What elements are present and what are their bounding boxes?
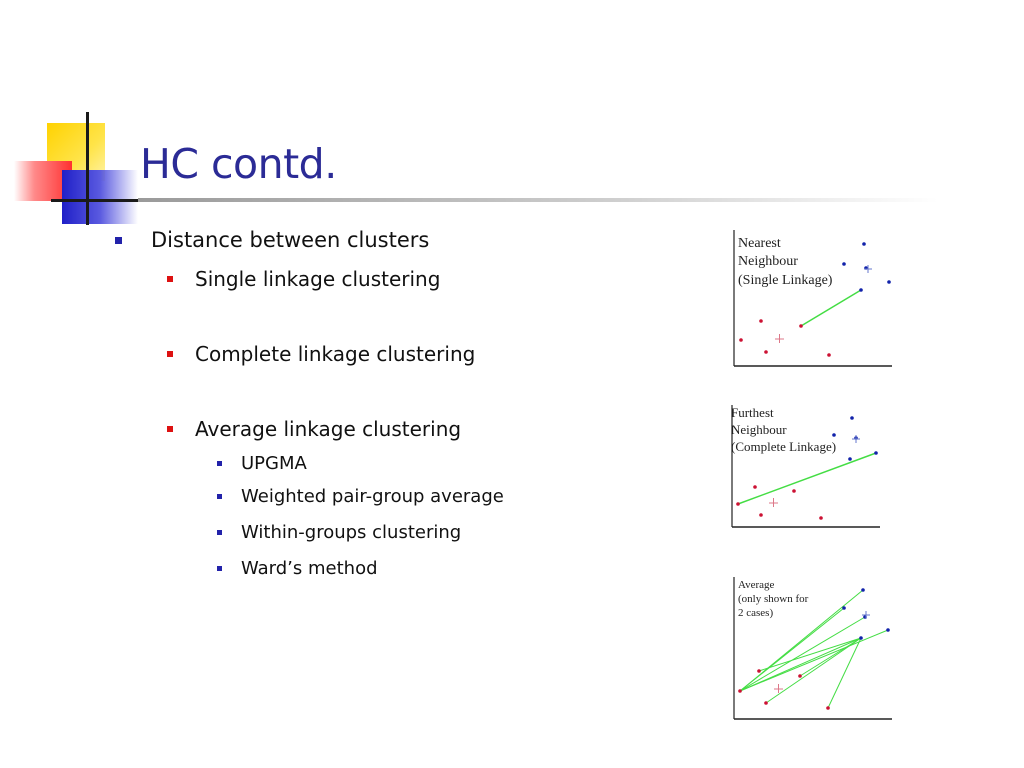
blue-point — [861, 588, 865, 592]
blue-point — [832, 433, 836, 437]
figure-label-line1: Furthest — [731, 405, 774, 420]
red-point — [757, 669, 761, 673]
bullet-text: UPGMA — [241, 453, 307, 474]
red-point — [759, 513, 763, 517]
average-linkage-diagram — [728, 575, 896, 723]
red-centroid-marker — [769, 498, 778, 507]
figure-nearest-neighbour — [728, 228, 896, 374]
bullet-single-linkage — [195, 267, 440, 291]
bullet-square-icon — [115, 237, 122, 244]
red-point — [736, 502, 740, 506]
figure-average-linkage — [728, 575, 896, 727]
blue-point — [862, 242, 866, 246]
red-point — [798, 674, 802, 678]
red-point — [739, 338, 743, 342]
figure-furthest-neighbour — [728, 403, 886, 535]
figure-label-line2: (only shown for — [738, 593, 809, 605]
bullet-complete-linkage — [195, 342, 475, 366]
bullet-average-linkage — [195, 417, 461, 441]
red-point — [738, 689, 742, 693]
bullet-text: Average linkage clustering — [195, 417, 462, 441]
blue-centroid-marker — [852, 435, 860, 443]
blue-point — [886, 628, 890, 632]
bullet-upgma — [241, 453, 307, 474]
red-centroid-marker — [775, 334, 784, 343]
figure-label-line3: 2 cases) — [738, 607, 774, 619]
figure-label-line2: Neighbour — [731, 422, 787, 437]
red-point — [826, 706, 830, 710]
single-linkage-line — [801, 290, 861, 326]
red-point — [764, 701, 768, 705]
figure-label-line1: Average — [738, 579, 775, 591]
red-point — [753, 485, 757, 489]
blue-point — [848, 457, 852, 461]
bullet-text: Weighted pair-group average — [241, 486, 504, 507]
bullet-within-groups — [241, 522, 461, 543]
red-point — [792, 489, 796, 493]
blue-point — [842, 262, 846, 266]
red-point — [759, 319, 763, 323]
bullet-square-icon — [167, 426, 173, 432]
complete-linkage-line — [738, 453, 876, 504]
figure-label-line3: (Complete Linkage) — [731, 439, 837, 454]
nearest-neighbour-diagram — [728, 228, 896, 370]
red-point — [764, 350, 768, 354]
slide-title: HC contd. — [140, 140, 337, 188]
blue-point — [842, 606, 846, 610]
deco-blue-square — [62, 170, 138, 224]
bullet-text: Single linkage clustering — [195, 267, 441, 291]
furthest-neighbour-diagram — [728, 403, 886, 531]
bullet-distance-between-clusters — [151, 228, 429, 252]
bullet-square-icon — [167, 276, 173, 282]
blue-point — [859, 636, 863, 640]
red-point — [819, 516, 823, 520]
bullet-square-icon — [167, 351, 173, 357]
bullet-weighted-pair-group — [241, 486, 504, 507]
bullet-square-icon — [217, 461, 222, 466]
bullet-square-icon — [217, 566, 222, 571]
red-point — [827, 353, 831, 357]
blue-point — [874, 451, 878, 455]
deco-vertical-line — [86, 112, 89, 225]
bullet-text: Distance between clusters — [151, 228, 430, 252]
red-point — [799, 324, 803, 328]
bullet-text: Ward’s method — [241, 558, 378, 579]
bullet-square-icon — [217, 530, 222, 535]
bullet-wards-method — [241, 558, 378, 579]
red-centroid-marker — [774, 684, 783, 693]
title-underline — [138, 198, 938, 202]
blue-point — [887, 280, 891, 284]
figure-label-line1: Nearest — [738, 236, 781, 251]
blue-point — [859, 288, 863, 292]
figure-label-line3: (Single Linkage) — [738, 273, 833, 288]
bullet-square-icon — [217, 494, 222, 499]
bullet-text: Within-groups clustering — [241, 522, 462, 543]
blue-point — [850, 416, 854, 420]
blue-centroid-marker — [864, 265, 872, 273]
bullet-text: Complete linkage clustering — [195, 342, 476, 366]
figure-label-line2: Neighbour — [738, 254, 798, 269]
